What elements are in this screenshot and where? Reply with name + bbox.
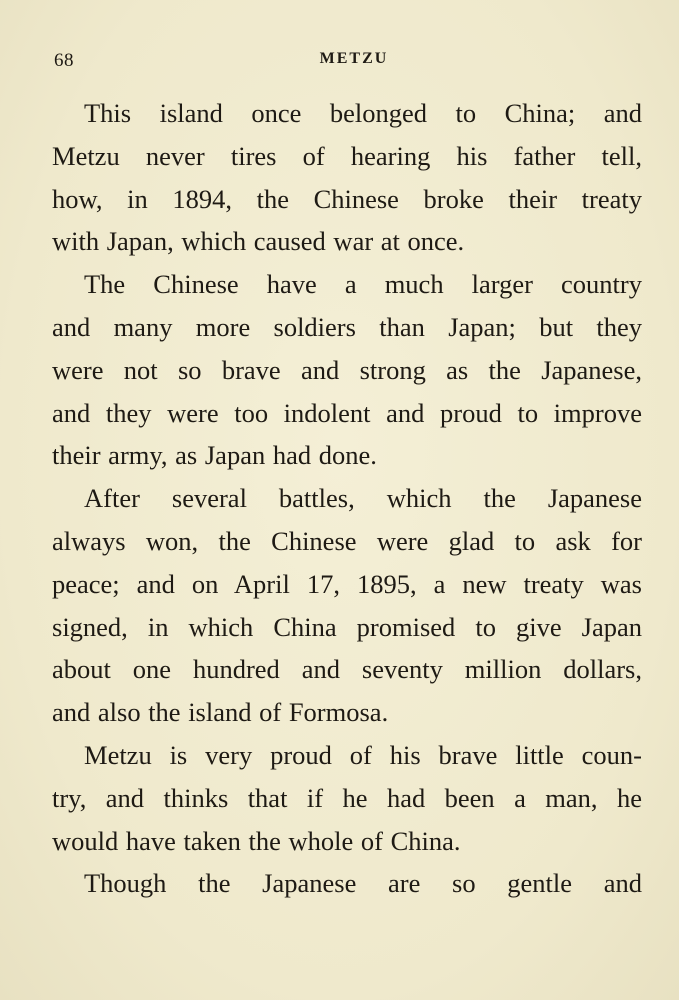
paragraph-3-line-6: and also the island of Formosa. bbox=[52, 697, 389, 728]
body-text bbox=[52, 92, 642, 905]
paragraph-4-line-1: Metzu is very proud of his brave little coun- bbox=[84, 739, 642, 770]
paragraph-3-line-4: signed, in which China promised to give Japan bbox=[52, 611, 642, 642]
running-head: METZU bbox=[319, 50, 389, 67]
paragraph-5-line-1: Though the Japanese are so gentle and bbox=[84, 868, 642, 899]
page-header bbox=[54, 50, 634, 74]
paragraph-2-line-1: The Chinese have a much larger country bbox=[84, 269, 642, 300]
paragraph-1-line-3: how, in 1894, the Chinese broke their treaty bbox=[52, 183, 642, 214]
paragraph-2-line-5: their army, as Japan had done. bbox=[52, 440, 377, 471]
paragraph-4-line-2: try, and thinks that if he had been a man, he bbox=[52, 782, 642, 813]
paragraph-3-line-3: peace; and on April 17, 1895, a new treaty was bbox=[52, 568, 642, 599]
paragraph-3-line-1: After several battles, which the Japanese bbox=[84, 483, 642, 514]
paragraph-1-line-2: Metzu never tires of hearing his father tell, bbox=[52, 140, 642, 171]
paragraph-2-line-2: and many more soldiers than Japan; but they bbox=[52, 311, 642, 342]
paragraph-2-line-4: and they were too indolent and proud to improve bbox=[52, 397, 642, 428]
paragraph-3-line-5: about one hundred and seventy million dollars, bbox=[52, 654, 642, 685]
paragraph-3-line-2: always won, the Chinese were glad to ask for bbox=[52, 525, 642, 556]
paragraph-1-line-1: This island once belonged to China; and bbox=[84, 98, 642, 128]
page-number: 68 bbox=[54, 50, 74, 71]
paragraph-4-line-3: would have taken the whole of China. bbox=[52, 825, 461, 856]
paragraph-1-line-4: with Japan, which caused war at once. bbox=[52, 226, 465, 257]
paragraph-2-line-3: were not so brave and strong as the Japanese, bbox=[52, 354, 642, 385]
